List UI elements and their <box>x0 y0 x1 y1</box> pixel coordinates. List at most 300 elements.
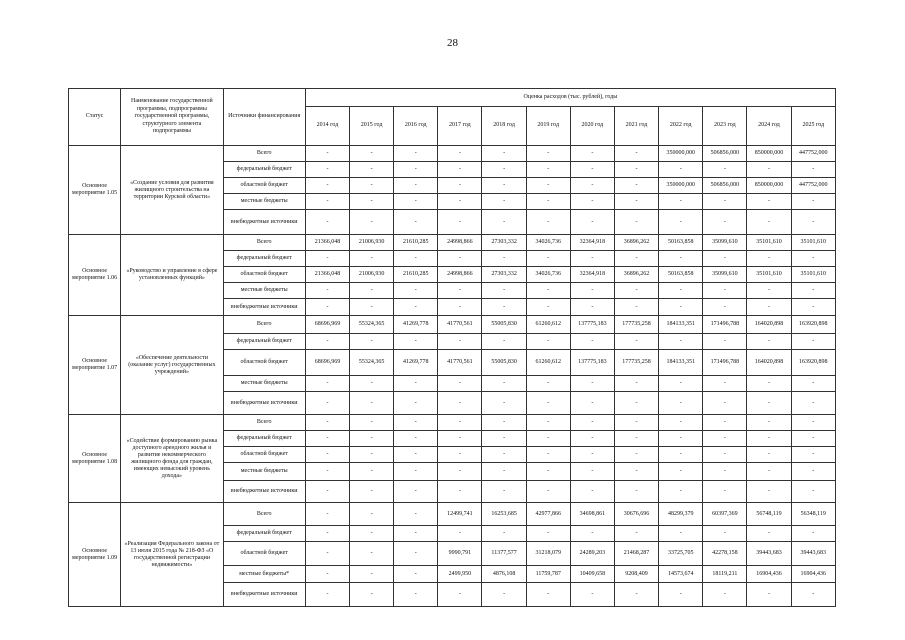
value-cell: 21006,930 <box>350 267 394 283</box>
value-cell: 55324,365 <box>350 350 394 376</box>
value-cell: 24998,866 <box>438 235 482 251</box>
status-cell: Основное мероприятие 1.07 <box>69 316 121 415</box>
value-cell: 11759,787 <box>526 566 570 583</box>
value-cell: - <box>438 178 482 194</box>
value-cell: - <box>526 447 570 463</box>
header-year: 2018 год <box>482 107 526 146</box>
value-cell: - <box>570 526 614 542</box>
value-cell: 34026,736 <box>526 235 570 251</box>
value-cell: - <box>394 146 438 162</box>
value-cell: 24998,866 <box>438 267 482 283</box>
value-cell: 55005,830 <box>482 316 526 334</box>
value-cell: 171496,788 <box>703 316 747 334</box>
source-cell: внебюджетные источники <box>223 210 305 235</box>
source-cell: внебюджетные источники <box>223 583 305 607</box>
value-cell: - <box>659 376 703 392</box>
value-cell: - <box>570 583 614 607</box>
value-cell: 21468,287 <box>614 542 658 566</box>
value-cell: - <box>482 376 526 392</box>
value-cell: - <box>791 431 835 447</box>
value-cell: 39443,683 <box>747 542 791 566</box>
value-cell: - <box>747 583 791 607</box>
value-cell: - <box>482 251 526 267</box>
value-cell: - <box>394 178 438 194</box>
value-cell: - <box>305 210 349 235</box>
value-cell: - <box>614 146 658 162</box>
status-cell: Основное мероприятие 1.06 <box>69 235 121 316</box>
value-cell: - <box>703 481 747 503</box>
value-cell: 9208,409 <box>614 566 658 583</box>
value-cell: 60397,369 <box>703 503 747 526</box>
value-cell: - <box>747 194 791 210</box>
value-cell: - <box>570 283 614 299</box>
value-cell: 41269,778 <box>394 350 438 376</box>
value-cell: - <box>526 334 570 350</box>
value-cell: - <box>659 210 703 235</box>
table-row <box>69 316 836 334</box>
value-cell: - <box>482 210 526 235</box>
value-cell: 56348,119 <box>791 503 835 526</box>
value-cell: 350000,000 <box>659 146 703 162</box>
value-cell: - <box>350 210 394 235</box>
value-cell: - <box>305 146 349 162</box>
value-cell: 137775,183 <box>570 316 614 334</box>
value-cell: - <box>659 583 703 607</box>
value-cell: 184133,351 <box>659 350 703 376</box>
source-cell: федеральный бюджет <box>223 431 305 447</box>
value-cell: - <box>438 283 482 299</box>
value-cell: - <box>305 162 349 178</box>
value-cell: - <box>791 162 835 178</box>
value-cell: - <box>659 447 703 463</box>
value-cell: 21610,285 <box>394 235 438 251</box>
status-cell: Основное мероприятие 1.09 <box>69 503 121 607</box>
value-cell: - <box>438 415 482 431</box>
value-cell: - <box>305 583 349 607</box>
value-cell: - <box>350 566 394 583</box>
value-cell: - <box>526 283 570 299</box>
value-cell: - <box>791 210 835 235</box>
source-cell: областной бюджет <box>223 447 305 463</box>
source-cell: внебюджетные источники <box>223 392 305 415</box>
value-cell: - <box>570 299 614 316</box>
table-row <box>69 415 836 431</box>
table-row <box>69 503 836 526</box>
value-cell: - <box>482 334 526 350</box>
value-cell: - <box>570 481 614 503</box>
value-cell: - <box>791 194 835 210</box>
value-cell: - <box>305 376 349 392</box>
value-cell: - <box>791 481 835 503</box>
table-row <box>69 235 836 251</box>
value-cell: - <box>570 334 614 350</box>
source-cell: местные бюджеты <box>223 376 305 392</box>
value-cell: 171496,788 <box>703 350 747 376</box>
value-cell: 10409,658 <box>570 566 614 583</box>
source-cell: областной бюджет <box>223 178 305 194</box>
value-cell: - <box>350 392 394 415</box>
value-cell: 21366,048 <box>305 235 349 251</box>
value-cell: - <box>570 210 614 235</box>
value-cell: 34026,736 <box>526 267 570 283</box>
value-cell: - <box>350 334 394 350</box>
value-cell: - <box>350 283 394 299</box>
value-cell: - <box>747 392 791 415</box>
value-cell: 16904,436 <box>747 566 791 583</box>
value-cell: - <box>350 542 394 566</box>
value-cell: - <box>791 251 835 267</box>
value-cell: 35101,610 <box>791 235 835 251</box>
value-cell: 850000,000 <box>747 146 791 162</box>
value-cell: - <box>703 299 747 316</box>
value-cell: - <box>614 283 658 299</box>
value-cell: - <box>614 334 658 350</box>
value-cell: 35101,610 <box>747 235 791 251</box>
value-cell: - <box>703 463 747 481</box>
value-cell: 21610,285 <box>394 267 438 283</box>
value-cell: - <box>747 415 791 431</box>
source-cell: областной бюджет <box>223 267 305 283</box>
value-cell: - <box>394 431 438 447</box>
header-year: 2021 год <box>614 107 658 146</box>
value-cell: - <box>747 210 791 235</box>
value-cell: - <box>305 542 349 566</box>
value-cell: - <box>482 583 526 607</box>
value-cell: 350000,000 <box>659 178 703 194</box>
value-cell: - <box>614 463 658 481</box>
source-cell: местные бюджеты <box>223 283 305 299</box>
value-cell: - <box>703 392 747 415</box>
value-cell: - <box>394 251 438 267</box>
value-cell: - <box>747 481 791 503</box>
value-cell: - <box>791 447 835 463</box>
value-cell: - <box>703 210 747 235</box>
value-cell: - <box>659 283 703 299</box>
value-cell: - <box>703 583 747 607</box>
value-cell: - <box>614 392 658 415</box>
value-cell: - <box>305 334 349 350</box>
source-cell: Всего <box>223 316 305 334</box>
value-cell: - <box>703 194 747 210</box>
value-cell: - <box>614 447 658 463</box>
value-cell: 55005,830 <box>482 350 526 376</box>
value-cell: - <box>350 376 394 392</box>
value-cell: 41770,561 <box>438 350 482 376</box>
value-cell: - <box>305 526 349 542</box>
value-cell: - <box>394 447 438 463</box>
value-cell: 16253,685 <box>482 503 526 526</box>
value-cell: - <box>305 251 349 267</box>
value-cell: 11377,577 <box>482 542 526 566</box>
value-cell: - <box>305 447 349 463</box>
value-cell: - <box>570 194 614 210</box>
value-cell: - <box>614 210 658 235</box>
value-cell: - <box>482 178 526 194</box>
value-cell: 39443,683 <box>791 542 835 566</box>
value-cell: - <box>438 146 482 162</box>
value-cell: - <box>438 463 482 481</box>
value-cell: 163920,898 <box>791 350 835 376</box>
value-cell: 447752,000 <box>791 178 835 194</box>
value-cell: 42278,158 <box>703 542 747 566</box>
source-cell: федеральный бюджет <box>223 162 305 178</box>
value-cell: - <box>747 376 791 392</box>
value-cell: - <box>438 583 482 607</box>
value-cell: - <box>394 542 438 566</box>
program-name-cell: «Руководство и управление в сфере установленных функций» <box>121 235 223 316</box>
source-cell: областной бюджет <box>223 350 305 376</box>
value-cell: - <box>791 283 835 299</box>
value-cell: - <box>394 503 438 526</box>
value-cell: - <box>659 463 703 481</box>
value-cell: - <box>394 376 438 392</box>
source-cell: Всего <box>223 415 305 431</box>
value-cell: - <box>305 566 349 583</box>
value-cell: - <box>305 431 349 447</box>
value-cell: - <box>614 251 658 267</box>
value-cell: - <box>791 415 835 431</box>
value-cell: 177735,258 <box>614 316 658 334</box>
value-cell: - <box>350 526 394 542</box>
value-cell: - <box>614 583 658 607</box>
value-cell: - <box>526 194 570 210</box>
header-year: 2025 год <box>791 107 835 146</box>
value-cell: - <box>350 481 394 503</box>
value-cell: - <box>659 392 703 415</box>
value-cell: - <box>659 194 703 210</box>
header-year: 2017 год <box>438 107 482 146</box>
value-cell: 35099,610 <box>703 267 747 283</box>
value-cell: - <box>350 583 394 607</box>
value-cell: - <box>305 503 349 526</box>
source-cell: внебюджетные источники <box>223 481 305 503</box>
value-cell: - <box>747 463 791 481</box>
value-cell: - <box>791 334 835 350</box>
value-cell: - <box>791 392 835 415</box>
value-cell: 12499,741 <box>438 503 482 526</box>
header-name: Наименование государственной программы, подпрограммы государственной программы, структурного элемента подпрограммы <box>121 89 223 146</box>
value-cell: - <box>482 463 526 481</box>
value-cell: - <box>482 162 526 178</box>
value-cell: - <box>394 566 438 583</box>
value-cell: - <box>394 392 438 415</box>
value-cell: 21366,048 <box>305 267 349 283</box>
value-cell: - <box>526 178 570 194</box>
value-cell: - <box>570 431 614 447</box>
value-cell: - <box>614 376 658 392</box>
value-cell: - <box>394 162 438 178</box>
value-cell: 506856,000 <box>703 178 747 194</box>
header-year: 2014 год <box>305 107 349 146</box>
value-cell: - <box>659 526 703 542</box>
value-cell: - <box>438 299 482 316</box>
value-cell: - <box>350 299 394 316</box>
value-cell: 16904,436 <box>791 566 835 583</box>
value-cell: - <box>305 415 349 431</box>
header-estimate: Оценка расходов (тыс. рублей), годы <box>305 89 835 107</box>
value-cell: 506856,000 <box>703 146 747 162</box>
value-cell: - <box>350 194 394 210</box>
value-cell: - <box>526 392 570 415</box>
value-cell: - <box>305 299 349 316</box>
value-cell: 35099,610 <box>703 235 747 251</box>
table-row <box>69 146 836 162</box>
value-cell: - <box>526 376 570 392</box>
source-cell: Всего <box>223 146 305 162</box>
value-cell: 30676,696 <box>614 503 658 526</box>
value-cell: 177735,258 <box>614 350 658 376</box>
value-cell: - <box>482 447 526 463</box>
value-cell: 50163,858 <box>659 235 703 251</box>
value-cell: - <box>438 447 482 463</box>
value-cell: 850000,000 <box>747 178 791 194</box>
value-cell: - <box>526 210 570 235</box>
value-cell: - <box>350 463 394 481</box>
value-cell: - <box>438 481 482 503</box>
value-cell: - <box>614 415 658 431</box>
value-cell: - <box>659 299 703 316</box>
value-cell: - <box>570 415 614 431</box>
value-cell: - <box>747 251 791 267</box>
value-cell: - <box>350 503 394 526</box>
value-cell: - <box>394 334 438 350</box>
page-number: 28 <box>447 37 458 49</box>
value-cell: 41269,778 <box>394 316 438 334</box>
value-cell: 27303,332 <box>482 267 526 283</box>
value-cell: 34698,861 <box>570 503 614 526</box>
value-cell: - <box>350 146 394 162</box>
value-cell: - <box>747 334 791 350</box>
header-year: 2020 год <box>570 107 614 146</box>
value-cell: 48299,379 <box>659 503 703 526</box>
value-cell: - <box>526 415 570 431</box>
value-cell: - <box>570 251 614 267</box>
header-status: Статус <box>69 89 121 146</box>
value-cell: 42977,866 <box>526 503 570 526</box>
value-cell: - <box>659 415 703 431</box>
value-cell: - <box>703 431 747 447</box>
source-cell: местные бюджеты* <box>223 566 305 583</box>
value-cell: 50163,858 <box>659 267 703 283</box>
source-cell: федеральный бюджет <box>223 334 305 350</box>
value-cell: - <box>659 251 703 267</box>
value-cell: - <box>747 447 791 463</box>
budget-table <box>68 88 836 607</box>
value-cell: 4876,108 <box>482 566 526 583</box>
value-cell: - <box>394 481 438 503</box>
value-cell: - <box>526 146 570 162</box>
value-cell: 447752,000 <box>791 146 835 162</box>
value-cell: 137775,183 <box>570 350 614 376</box>
value-cell: 2499,950 <box>438 566 482 583</box>
value-cell: 164020,898 <box>747 350 791 376</box>
value-cell: 33725,705 <box>659 542 703 566</box>
value-cell: - <box>438 251 482 267</box>
value-cell: - <box>570 162 614 178</box>
source-cell: федеральный бюджет <box>223 526 305 542</box>
value-cell: 61260,612 <box>526 350 570 376</box>
value-cell: 41770,561 <box>438 316 482 334</box>
header-year: 2024 год <box>747 107 791 146</box>
value-cell: - <box>350 447 394 463</box>
value-cell: - <box>570 447 614 463</box>
value-cell: - <box>438 376 482 392</box>
value-cell: - <box>526 583 570 607</box>
value-cell: 24289,203 <box>570 542 614 566</box>
value-cell: - <box>526 463 570 481</box>
value-cell: 21006,930 <box>350 235 394 251</box>
value-cell: 164020,898 <box>747 316 791 334</box>
program-name-cell: «Обеспечение деятельности (оказание услуг) государственных учреждений» <box>121 316 223 415</box>
value-cell: 31218,079 <box>526 542 570 566</box>
value-cell: - <box>791 583 835 607</box>
source-cell: областной бюджет <box>223 542 305 566</box>
value-cell: 18119,211 <box>703 566 747 583</box>
value-cell: - <box>482 481 526 503</box>
value-cell: 36896,262 <box>614 235 658 251</box>
value-cell: - <box>394 463 438 481</box>
value-cell: - <box>614 299 658 316</box>
value-cell: - <box>438 334 482 350</box>
value-cell: - <box>305 463 349 481</box>
value-cell: - <box>791 299 835 316</box>
program-name-cell: «Содействие формированию рынка доступного арендного жилья и развитие некоммерческого жилищного фонда для граждан, имеющих невысокий уровень дохода» <box>121 415 223 503</box>
value-cell: - <box>305 283 349 299</box>
value-cell: 14573,674 <box>659 566 703 583</box>
value-cell: - <box>526 481 570 503</box>
value-cell: - <box>614 526 658 542</box>
header-year: 2022 год <box>659 107 703 146</box>
value-cell: - <box>482 146 526 162</box>
header-year: 2016 год <box>394 107 438 146</box>
value-cell: - <box>526 431 570 447</box>
value-cell: - <box>703 376 747 392</box>
header-year: 2023 год <box>703 107 747 146</box>
value-cell: - <box>438 194 482 210</box>
value-cell: 184133,351 <box>659 316 703 334</box>
value-cell: - <box>526 299 570 316</box>
value-cell: - <box>394 283 438 299</box>
header-year: 2015 год <box>350 107 394 146</box>
value-cell: - <box>570 463 614 481</box>
value-cell: - <box>791 526 835 542</box>
value-cell: 68696,969 <box>305 350 349 376</box>
value-cell: - <box>659 431 703 447</box>
value-cell: - <box>703 251 747 267</box>
value-cell: - <box>305 194 349 210</box>
value-cell: 61260,612 <box>526 316 570 334</box>
value-cell: - <box>747 431 791 447</box>
value-cell: - <box>394 210 438 235</box>
value-cell: 36896,262 <box>614 267 658 283</box>
value-cell: - <box>350 431 394 447</box>
value-cell: - <box>482 194 526 210</box>
value-cell: - <box>659 334 703 350</box>
value-cell: - <box>394 299 438 316</box>
value-cell: - <box>614 162 658 178</box>
value-cell: 68696,969 <box>305 316 349 334</box>
value-cell: - <box>614 431 658 447</box>
value-cell: - <box>438 162 482 178</box>
value-cell: - <box>438 392 482 415</box>
status-cell: Основное мероприятие 1.05 <box>69 146 121 235</box>
source-cell: Всего <box>223 503 305 526</box>
value-cell: - <box>526 162 570 178</box>
value-cell: - <box>703 162 747 178</box>
source-cell: местные бюджеты <box>223 194 305 210</box>
value-cell: - <box>394 526 438 542</box>
value-cell: - <box>703 526 747 542</box>
